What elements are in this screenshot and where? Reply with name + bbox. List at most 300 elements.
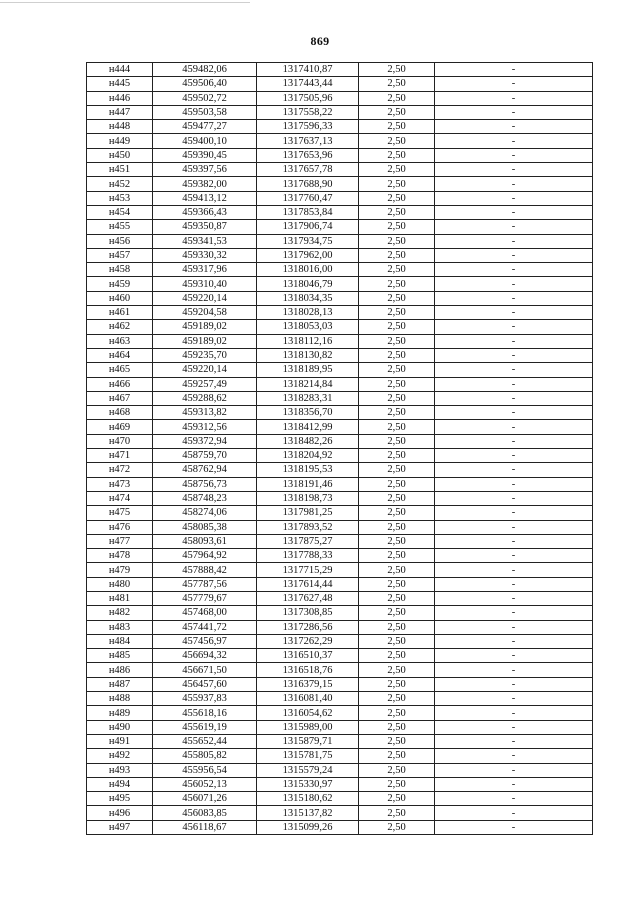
- description-cell: -: [435, 234, 593, 248]
- point-id-cell: н466: [87, 377, 153, 391]
- y-coordinate-cell: 1317410,87: [257, 63, 359, 77]
- y-coordinate-cell: 1317596,33: [257, 120, 359, 134]
- x-coordinate-cell: 459366,43: [153, 205, 257, 219]
- error-value-cell: 2,50: [359, 534, 435, 548]
- y-coordinate-cell: 1317558,22: [257, 105, 359, 119]
- y-coordinate-cell: 1317853,84: [257, 205, 359, 219]
- error-value-cell: 2,50: [359, 63, 435, 77]
- x-coordinate-cell: 455956,54: [153, 763, 257, 777]
- point-id-cell: н492: [87, 749, 153, 763]
- table-row: [87, 620, 593, 634]
- y-coordinate-cell: 1318214,84: [257, 377, 359, 391]
- description-cell: -: [435, 634, 593, 648]
- table-row: [87, 763, 593, 777]
- table-row: [87, 720, 593, 734]
- description-cell: -: [435, 720, 593, 734]
- error-value-cell: 2,50: [359, 463, 435, 477]
- table-row: [87, 634, 593, 648]
- description-cell: -: [435, 749, 593, 763]
- description-cell: -: [435, 263, 593, 277]
- y-coordinate-cell: 1318482,26: [257, 434, 359, 448]
- description-cell: -: [435, 734, 593, 748]
- description-cell: -: [435, 63, 593, 77]
- point-id-cell: н488: [87, 692, 153, 706]
- error-value-cell: 2,50: [359, 220, 435, 234]
- x-coordinate-cell: 459330,32: [153, 248, 257, 262]
- error-value-cell: 2,50: [359, 306, 435, 320]
- error-value-cell: 2,50: [359, 663, 435, 677]
- y-coordinate-cell: 1317893,52: [257, 520, 359, 534]
- description-cell: -: [435, 248, 593, 262]
- y-coordinate-cell: 1318028,13: [257, 306, 359, 320]
- error-value-cell: 2,50: [359, 491, 435, 505]
- error-value-cell: 2,50: [359, 163, 435, 177]
- y-coordinate-cell: 1317627,48: [257, 591, 359, 605]
- x-coordinate-cell: 456071,26: [153, 792, 257, 806]
- description-cell: -: [435, 277, 593, 291]
- description-cell: -: [435, 606, 593, 620]
- description-cell: -: [435, 191, 593, 205]
- point-id-cell: н467: [87, 391, 153, 405]
- point-id-cell: н471: [87, 449, 153, 463]
- point-id-cell: н465: [87, 363, 153, 377]
- coordinates-table: [86, 62, 593, 835]
- table-row: [87, 120, 593, 134]
- error-value-cell: 2,50: [359, 734, 435, 748]
- x-coordinate-cell: 457468,00: [153, 606, 257, 620]
- x-coordinate-cell: 458762,94: [153, 463, 257, 477]
- point-id-cell: н496: [87, 806, 153, 820]
- description-cell: -: [435, 563, 593, 577]
- y-coordinate-cell: 1317286,56: [257, 620, 359, 634]
- x-coordinate-cell: 459482,06: [153, 63, 257, 77]
- table-row: [87, 63, 593, 77]
- x-coordinate-cell: 456118,67: [153, 820, 257, 834]
- table-row: [87, 792, 593, 806]
- y-coordinate-cell: 1317637,13: [257, 134, 359, 148]
- error-value-cell: 2,50: [359, 806, 435, 820]
- y-coordinate-cell: 1318016,00: [257, 263, 359, 277]
- point-id-cell: н497: [87, 820, 153, 834]
- table-row: [87, 549, 593, 563]
- x-coordinate-cell: 459503,58: [153, 105, 257, 119]
- table-row: [87, 220, 593, 234]
- error-value-cell: 2,50: [359, 634, 435, 648]
- x-coordinate-cell: 457441,72: [153, 620, 257, 634]
- y-coordinate-cell: 1316054,62: [257, 706, 359, 720]
- point-id-cell: н476: [87, 520, 153, 534]
- point-id-cell: н446: [87, 91, 153, 105]
- table-row: [87, 134, 593, 148]
- error-value-cell: 2,50: [359, 677, 435, 691]
- point-id-cell: н470: [87, 434, 153, 448]
- error-value-cell: 2,50: [359, 248, 435, 262]
- y-coordinate-cell: 1318204,92: [257, 449, 359, 463]
- x-coordinate-cell: 457888,42: [153, 563, 257, 577]
- description-cell: -: [435, 77, 593, 91]
- error-value-cell: 2,50: [359, 205, 435, 219]
- table-row: [87, 663, 593, 677]
- error-value-cell: 2,50: [359, 263, 435, 277]
- y-coordinate-cell: 1318283,31: [257, 391, 359, 405]
- y-coordinate-cell: 1317443,44: [257, 77, 359, 91]
- y-coordinate-cell: 1318189,95: [257, 363, 359, 377]
- x-coordinate-cell: 458093,61: [153, 534, 257, 548]
- y-coordinate-cell: 1317308,85: [257, 606, 359, 620]
- y-coordinate-cell: 1318412,99: [257, 420, 359, 434]
- point-id-cell: н484: [87, 634, 153, 648]
- error-value-cell: 2,50: [359, 120, 435, 134]
- error-value-cell: 2,50: [359, 706, 435, 720]
- point-id-cell: н463: [87, 334, 153, 348]
- description-cell: -: [435, 820, 593, 834]
- description-cell: -: [435, 649, 593, 663]
- x-coordinate-cell: 459310,40: [153, 277, 257, 291]
- x-coordinate-cell: 459257,49: [153, 377, 257, 391]
- table-row: [87, 820, 593, 834]
- description-cell: -: [435, 677, 593, 691]
- y-coordinate-cell: 1318053,03: [257, 320, 359, 334]
- error-value-cell: 2,50: [359, 606, 435, 620]
- table-row: [87, 91, 593, 105]
- point-id-cell: н494: [87, 777, 153, 791]
- description-cell: -: [435, 777, 593, 791]
- x-coordinate-cell: 459350,87: [153, 220, 257, 234]
- y-coordinate-cell: 1317962,00: [257, 248, 359, 262]
- description-cell: -: [435, 520, 593, 534]
- description-cell: -: [435, 463, 593, 477]
- point-id-cell: н489: [87, 706, 153, 720]
- x-coordinate-cell: 458756,73: [153, 477, 257, 491]
- description-cell: -: [435, 391, 593, 405]
- description-cell: -: [435, 792, 593, 806]
- table-row: [87, 377, 593, 391]
- point-id-cell: н491: [87, 734, 153, 748]
- x-coordinate-cell: 459189,02: [153, 334, 257, 348]
- x-coordinate-cell: 458085,38: [153, 520, 257, 534]
- table-row: [87, 77, 593, 91]
- point-id-cell: н460: [87, 291, 153, 305]
- y-coordinate-cell: 1317653,96: [257, 148, 359, 162]
- point-id-cell: н473: [87, 477, 153, 491]
- x-coordinate-cell: 459397,56: [153, 163, 257, 177]
- point-id-cell: н459: [87, 277, 153, 291]
- y-coordinate-cell: 1317688,90: [257, 177, 359, 191]
- x-coordinate-cell: 457456,97: [153, 634, 257, 648]
- point-id-cell: н462: [87, 320, 153, 334]
- table-row: [87, 692, 593, 706]
- y-coordinate-cell: 1316379,15: [257, 677, 359, 691]
- error-value-cell: 2,50: [359, 449, 435, 463]
- y-coordinate-cell: 1317505,96: [257, 91, 359, 105]
- table-row: [87, 363, 593, 377]
- point-id-cell: н447: [87, 105, 153, 119]
- y-coordinate-cell: 1315137,82: [257, 806, 359, 820]
- table-row: [87, 434, 593, 448]
- y-coordinate-cell: 1315989,00: [257, 720, 359, 734]
- error-value-cell: 2,50: [359, 720, 435, 734]
- error-value-cell: 2,50: [359, 549, 435, 563]
- description-cell: -: [435, 91, 593, 105]
- description-cell: -: [435, 506, 593, 520]
- description-cell: -: [435, 434, 593, 448]
- y-coordinate-cell: 1315579,24: [257, 763, 359, 777]
- table-row: [87, 706, 593, 720]
- x-coordinate-cell: 455619,19: [153, 720, 257, 734]
- error-value-cell: 2,50: [359, 134, 435, 148]
- error-value-cell: 2,50: [359, 348, 435, 362]
- table-row: [87, 420, 593, 434]
- x-coordinate-cell: 456671,50: [153, 663, 257, 677]
- y-coordinate-cell: 1315099,26: [257, 820, 359, 834]
- table-row: [87, 449, 593, 463]
- table-row: [87, 463, 593, 477]
- table-row: [87, 534, 593, 548]
- point-id-cell: н453: [87, 191, 153, 205]
- table-row: [87, 777, 593, 791]
- description-cell: -: [435, 406, 593, 420]
- description-cell: -: [435, 591, 593, 605]
- x-coordinate-cell: 456457,60: [153, 677, 257, 691]
- table-row: [87, 248, 593, 262]
- table-row: [87, 734, 593, 748]
- y-coordinate-cell: 1315879,71: [257, 734, 359, 748]
- point-id-cell: н455: [87, 220, 153, 234]
- y-coordinate-cell: 1315330,97: [257, 777, 359, 791]
- point-id-cell: н457: [87, 248, 153, 262]
- y-coordinate-cell: 1317906,74: [257, 220, 359, 234]
- description-cell: -: [435, 177, 593, 191]
- table-row: [87, 749, 593, 763]
- y-coordinate-cell: 1317715,29: [257, 563, 359, 577]
- table-row: [87, 806, 593, 820]
- point-id-cell: н444: [87, 63, 153, 77]
- error-value-cell: 2,50: [359, 520, 435, 534]
- error-value-cell: 2,50: [359, 577, 435, 591]
- page-number: 869: [310, 34, 330, 48]
- table-row: [87, 263, 593, 277]
- error-value-cell: 2,50: [359, 749, 435, 763]
- y-coordinate-cell: 1318130,82: [257, 348, 359, 362]
- table-row: [87, 677, 593, 691]
- table-row: [87, 591, 593, 605]
- y-coordinate-cell: 1316081,40: [257, 692, 359, 706]
- table-row: [87, 320, 593, 334]
- error-value-cell: 2,50: [359, 105, 435, 119]
- x-coordinate-cell: 459400,10: [153, 134, 257, 148]
- description-cell: -: [435, 220, 593, 234]
- description-cell: -: [435, 620, 593, 634]
- table-row: [87, 291, 593, 305]
- x-coordinate-cell: 456694,32: [153, 649, 257, 663]
- error-value-cell: 2,50: [359, 434, 435, 448]
- table-row: [87, 163, 593, 177]
- error-value-cell: 2,50: [359, 77, 435, 91]
- point-id-cell: н483: [87, 620, 153, 634]
- description-cell: -: [435, 163, 593, 177]
- description-cell: -: [435, 449, 593, 463]
- y-coordinate-cell: 1317262,29: [257, 634, 359, 648]
- y-coordinate-cell: 1315781,75: [257, 749, 359, 763]
- error-value-cell: 2,50: [359, 777, 435, 791]
- point-id-cell: н472: [87, 463, 153, 477]
- error-value-cell: 2,50: [359, 591, 435, 605]
- y-coordinate-cell: 1318356,70: [257, 406, 359, 420]
- error-value-cell: 2,50: [359, 649, 435, 663]
- point-id-cell: н464: [87, 348, 153, 362]
- error-value-cell: 2,50: [359, 334, 435, 348]
- y-coordinate-cell: 1317934,75: [257, 234, 359, 248]
- error-value-cell: 2,50: [359, 148, 435, 162]
- x-coordinate-cell: 459477,27: [153, 120, 257, 134]
- y-coordinate-cell: 1317875,27: [257, 534, 359, 548]
- description-cell: -: [435, 320, 593, 334]
- description-cell: -: [435, 306, 593, 320]
- point-id-cell: н452: [87, 177, 153, 191]
- x-coordinate-cell: 459372,94: [153, 434, 257, 448]
- x-coordinate-cell: 455618,16: [153, 706, 257, 720]
- table-row: [87, 606, 593, 620]
- table-row: [87, 306, 593, 320]
- x-coordinate-cell: 455652,44: [153, 734, 257, 748]
- point-id-cell: н490: [87, 720, 153, 734]
- x-coordinate-cell: 459382,00: [153, 177, 257, 191]
- description-cell: -: [435, 148, 593, 162]
- description-cell: -: [435, 806, 593, 820]
- table-row: [87, 520, 593, 534]
- point-id-cell: н495: [87, 792, 153, 806]
- x-coordinate-cell: 459413,12: [153, 191, 257, 205]
- x-coordinate-cell: 458759,70: [153, 449, 257, 463]
- y-coordinate-cell: 1317981,25: [257, 506, 359, 520]
- description-cell: -: [435, 205, 593, 219]
- table-row: [87, 577, 593, 591]
- error-value-cell: 2,50: [359, 191, 435, 205]
- error-value-cell: 2,50: [359, 363, 435, 377]
- x-coordinate-cell: 458274,06: [153, 506, 257, 520]
- x-coordinate-cell: 459288,62: [153, 391, 257, 405]
- point-id-cell: н487: [87, 677, 153, 691]
- table-row: [87, 277, 593, 291]
- point-id-cell: н478: [87, 549, 153, 563]
- description-cell: -: [435, 420, 593, 434]
- error-value-cell: 2,50: [359, 763, 435, 777]
- error-value-cell: 2,50: [359, 277, 435, 291]
- point-id-cell: н474: [87, 491, 153, 505]
- point-id-cell: н479: [87, 563, 153, 577]
- x-coordinate-cell: 459220,14: [153, 363, 257, 377]
- table-row: [87, 148, 593, 162]
- error-value-cell: 2,50: [359, 234, 435, 248]
- description-cell: -: [435, 534, 593, 548]
- y-coordinate-cell: 1318191,46: [257, 477, 359, 491]
- point-id-cell: н475: [87, 506, 153, 520]
- table-row: [87, 177, 593, 191]
- y-coordinate-cell: 1318195,53: [257, 463, 359, 477]
- x-coordinate-cell: 456083,85: [153, 806, 257, 820]
- x-coordinate-cell: 457779,67: [153, 591, 257, 605]
- x-coordinate-cell: 459312,56: [153, 420, 257, 434]
- error-value-cell: 2,50: [359, 406, 435, 420]
- point-id-cell: н486: [87, 663, 153, 677]
- x-coordinate-cell: 459506,40: [153, 77, 257, 91]
- y-coordinate-cell: 1317788,33: [257, 549, 359, 563]
- x-coordinate-cell: 459317,96: [153, 263, 257, 277]
- table-row: [87, 406, 593, 420]
- table-row: [87, 563, 593, 577]
- description-cell: -: [435, 706, 593, 720]
- description-cell: -: [435, 477, 593, 491]
- point-id-cell: н454: [87, 205, 153, 219]
- y-coordinate-cell: 1316510,37: [257, 649, 359, 663]
- x-coordinate-cell: 459204,58: [153, 306, 257, 320]
- table-row: [87, 205, 593, 219]
- table-row: [87, 491, 593, 505]
- description-cell: -: [435, 120, 593, 134]
- description-cell: -: [435, 363, 593, 377]
- x-coordinate-cell: 459502,72: [153, 91, 257, 105]
- y-coordinate-cell: 1317614,44: [257, 577, 359, 591]
- y-coordinate-cell: 1316518,76: [257, 663, 359, 677]
- point-id-cell: н456: [87, 234, 153, 248]
- point-id-cell: н481: [87, 591, 153, 605]
- x-coordinate-cell: 455805,82: [153, 749, 257, 763]
- y-coordinate-cell: 1317760,47: [257, 191, 359, 205]
- table-row: [87, 234, 593, 248]
- point-id-cell: н449: [87, 134, 153, 148]
- point-id-cell: н451: [87, 163, 153, 177]
- scan-artifact-line: [0, 2, 250, 3]
- error-value-cell: 2,50: [359, 291, 435, 305]
- point-id-cell: н448: [87, 120, 153, 134]
- description-cell: -: [435, 334, 593, 348]
- description-cell: -: [435, 377, 593, 391]
- error-value-cell: 2,50: [359, 91, 435, 105]
- description-cell: -: [435, 663, 593, 677]
- point-id-cell: н468: [87, 406, 153, 420]
- point-id-cell: н493: [87, 763, 153, 777]
- error-value-cell: 2,50: [359, 563, 435, 577]
- x-coordinate-cell: 455937,83: [153, 692, 257, 706]
- x-coordinate-cell: 459189,02: [153, 320, 257, 334]
- point-id-cell: н461: [87, 306, 153, 320]
- x-coordinate-cell: 457964,92: [153, 549, 257, 563]
- y-coordinate-cell: 1318046,79: [257, 277, 359, 291]
- x-coordinate-cell: 458748,23: [153, 491, 257, 505]
- error-value-cell: 2,50: [359, 377, 435, 391]
- error-value-cell: 2,50: [359, 506, 435, 520]
- error-value-cell: 2,50: [359, 620, 435, 634]
- table-row: [87, 391, 593, 405]
- point-id-cell: н480: [87, 577, 153, 591]
- y-coordinate-cell: 1315180,62: [257, 792, 359, 806]
- table-row: [87, 477, 593, 491]
- error-value-cell: 2,50: [359, 792, 435, 806]
- point-id-cell: н482: [87, 606, 153, 620]
- description-cell: -: [435, 549, 593, 563]
- error-value-cell: 2,50: [359, 420, 435, 434]
- x-coordinate-cell: 459235,70: [153, 348, 257, 362]
- description-cell: -: [435, 134, 593, 148]
- coordinates-table-body: [87, 63, 593, 835]
- description-cell: -: [435, 491, 593, 505]
- point-id-cell: н445: [87, 77, 153, 91]
- error-value-cell: 2,50: [359, 177, 435, 191]
- table-row: [87, 506, 593, 520]
- x-coordinate-cell: 459341,53: [153, 234, 257, 248]
- y-coordinate-cell: 1318112,16: [257, 334, 359, 348]
- error-value-cell: 2,50: [359, 320, 435, 334]
